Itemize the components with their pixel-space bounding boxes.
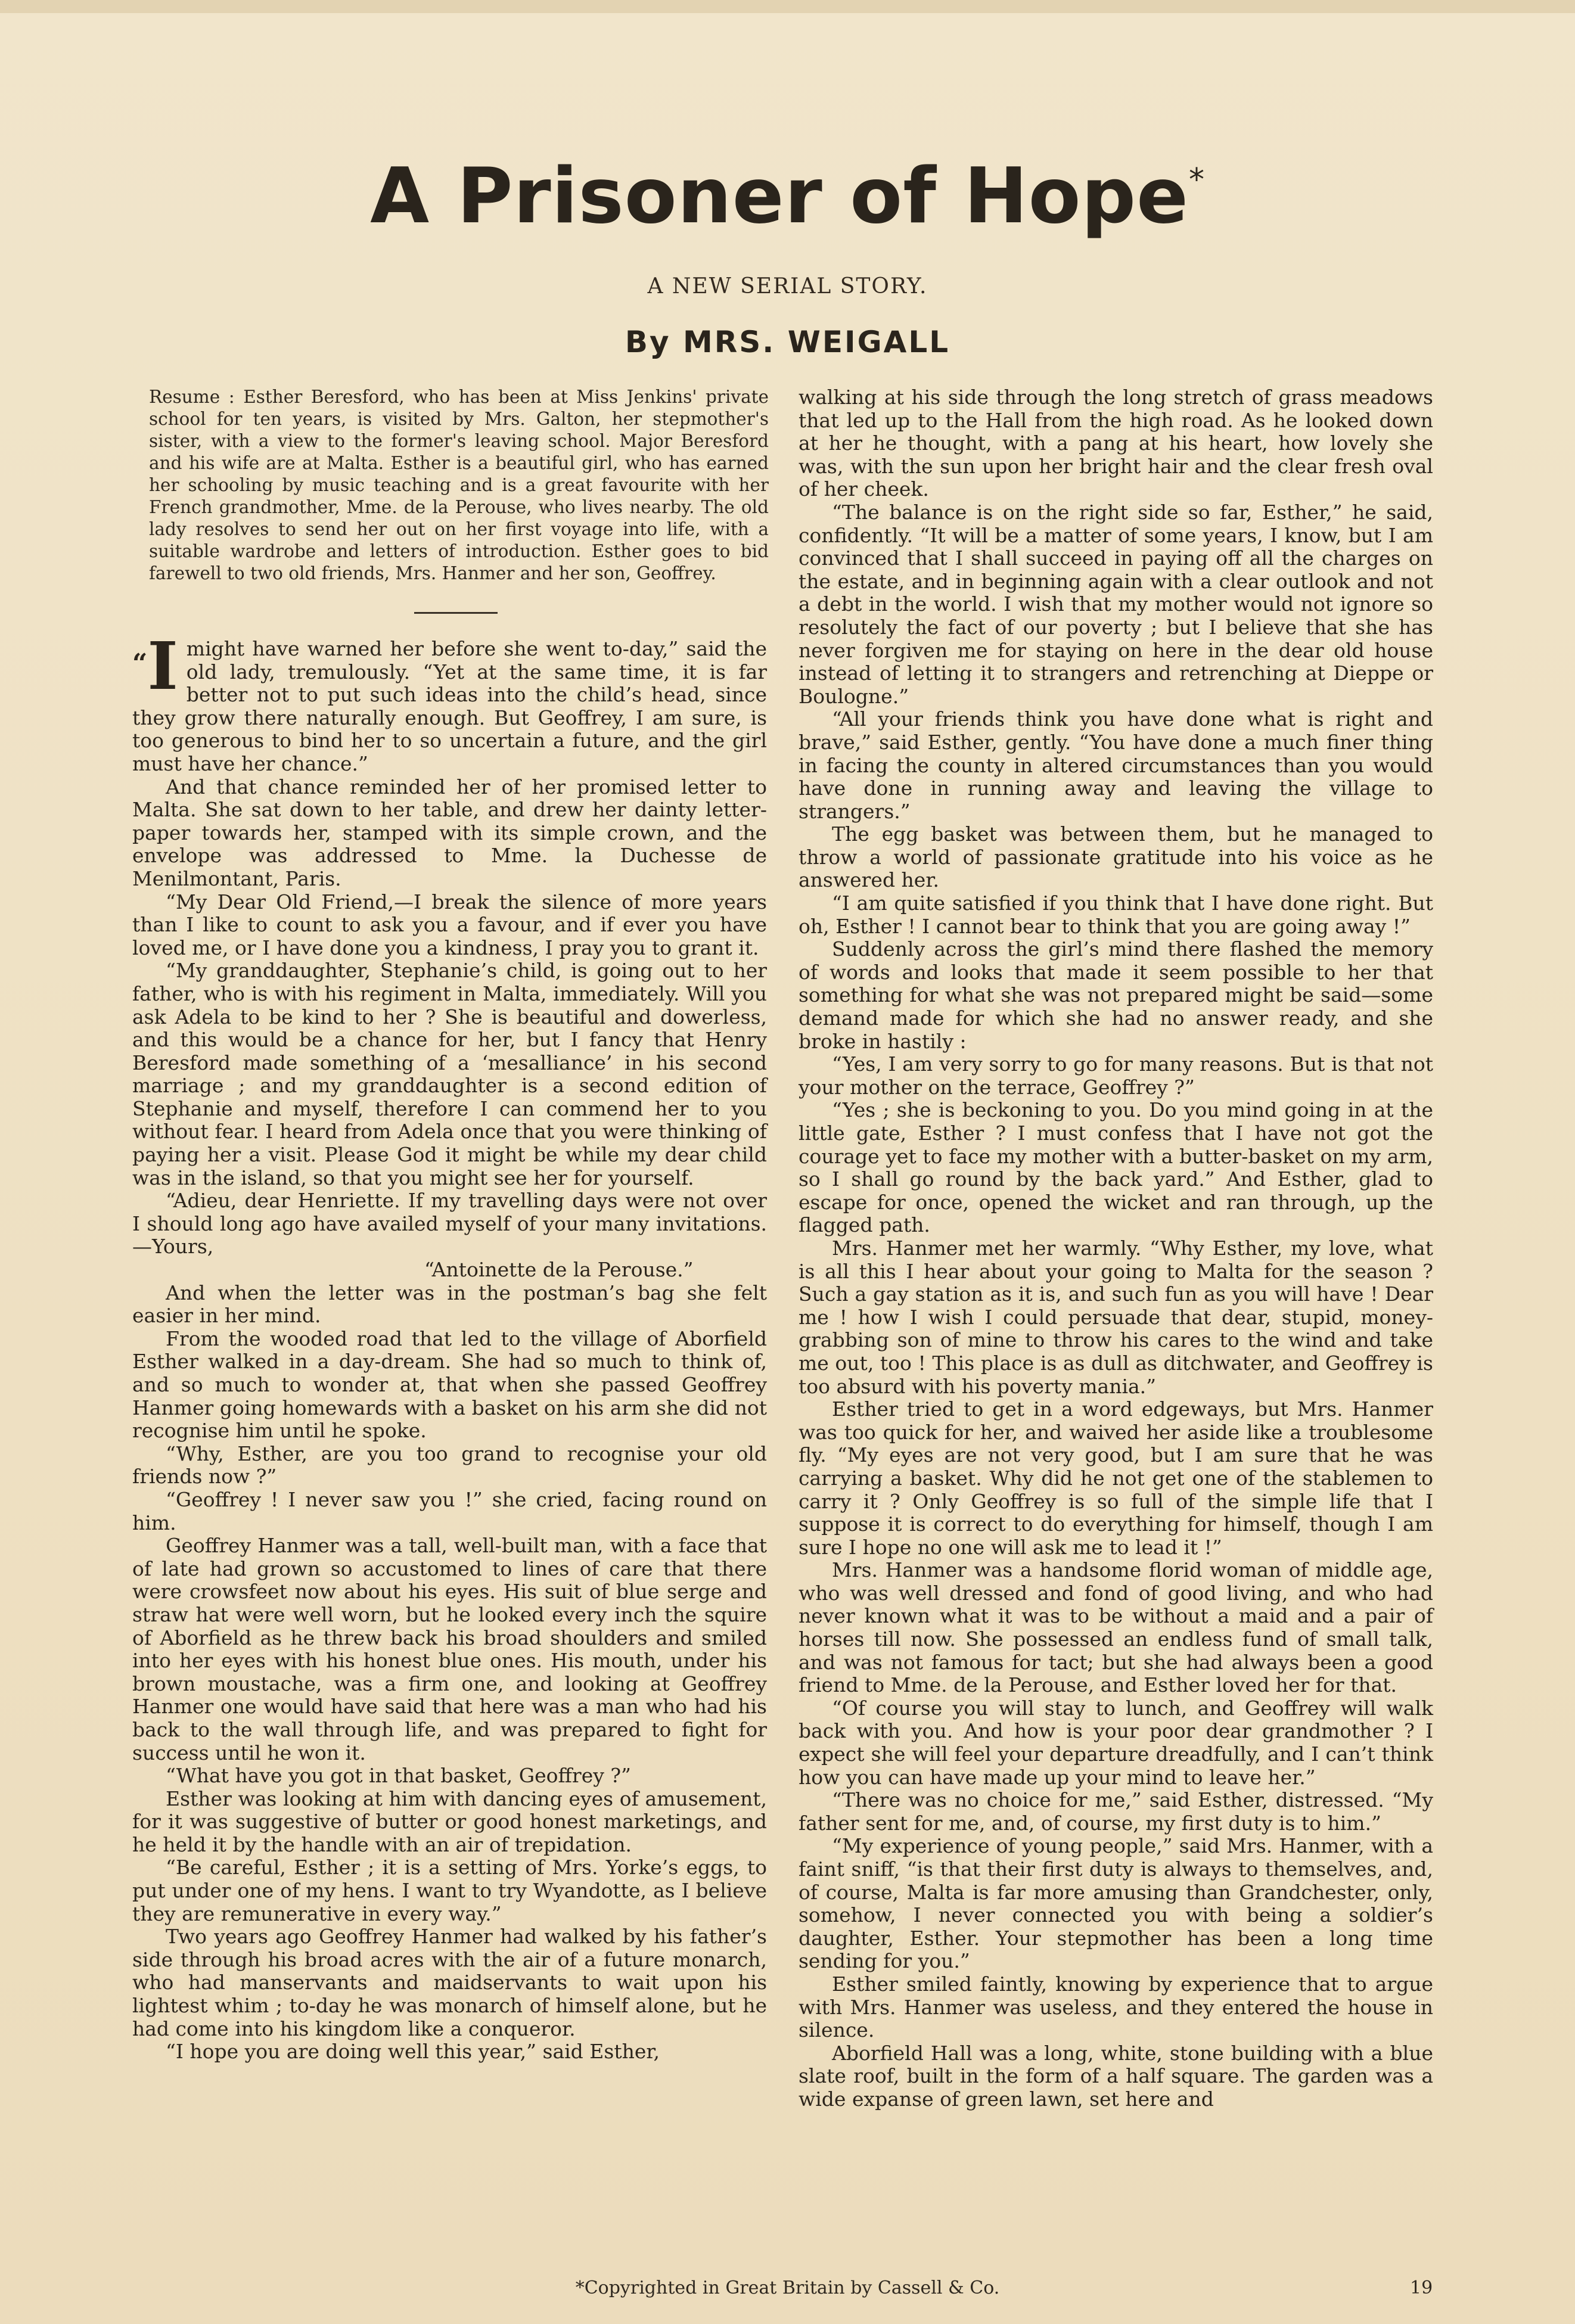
opening-paragraph: “I might have warned her before she went to-day,” said the old lady, tremulously. “Yet at the same time, it is far better not to put such ideas into the child’s head, since they grow there naturally enough. But Geoffrey, I am sure, is too generous to bind her to so uncertain a future, and the girl must have her chance.” (132, 627, 767, 775)
paragraph: Esther smiled faintly, knowing by experience that to argue with Mrs. Hanmer was useless, and they entered the house in silence. (799, 1972, 1433, 2042)
paragraph: Esther tried to get in a word edgeways, but Mrs. Hanmer was too quick for her, and waived her aside like a troublesome fly. “My eyes are not very good, but I am sure that he was carrying a basket. Why did he not get one of the stablemen to carry it ? Only Geoffrey is so full of the simple life that I suppose it is correct to do everything for himself, though I am sure I hope no one will ask me to lead it !” (799, 1397, 1433, 1559)
paragraph: “There was no choice for me,” said Esther, distressed. “My father sent for me, and, of course, my first duty is to him.” (799, 1788, 1433, 1835)
paragraph: “Of course you will stay to lunch, and Geoffrey will walk back with you. And how is your poor dear grandmother ? I expect she will feel your departure dreadfully, and I can’t think how you can have made up your mind to leave her.” (799, 1696, 1433, 1789)
story-title: A Prisoner of Hope* (370, 152, 1205, 241)
paragraph: Suddenly across the girl’s mind there flashed the memory of words and looks that made it seem possible to her that something for what she was not prepared might be said—some demand made for which she had no answer ready, and she broke in hastily : (799, 937, 1433, 1053)
paragraph: Geoffrey Hanmer was a tall, well-built man, with a face that of late had grown so accustomed to lines of care that there were crowsfeet now about his eyes. His suit of blue serge and straw hat were well worn, but he looked every inch the squire of Aborfield as he threw back his broad shoulders and smiled into her eyes with his honest blue ones. His mouth, under his brown moustache, was a firm one, and looking at Geoffrey Hanmer one would have said that here was a man who had his back to the wall through life, and was prepared to fight for success until he won it. (132, 1534, 767, 1764)
paragraph: “The balance is on the right side so far, Esther,” he said, confidently. “It will be a matter of some years, I know, but I am convinced that I shall succeed in paying off all the charges on the estate, and in beginning again with a clear outlook and not a debt in the world. I wish that my mother would not ignore so resolutely the fact of our poverty ; but I believe that she has never forgiven me for staying on here in the dear old house instead of letting it to strangers and retrenching at Dieppe or Boulogne.” (799, 500, 1433, 708)
paragraph: “All your friends think you have done what is right and brave,” said Esther, gently. “You have done a much finer thing in facing the county in altered circumstances than you would have done in running away and leaving the village to strangers.” (799, 707, 1433, 823)
paragraph: Mrs. Hanmer was a handsome florid woman of middle age, who was well dressed and fond of good living, and who had never known what it was to be without a maid and a pair of horses till now. She possessed an endless fund of small talk, and was not famous for tact; but she had always been a good friend to Mme. de la Perouse, and Esther loved her for that. (799, 1558, 1433, 1697)
section-divider (414, 612, 498, 614)
paragraph: “Why, Esther, are you too grand to recognise your old friends now ?” (132, 1441, 767, 1489)
title-footnote-mark: * (1188, 162, 1205, 198)
paragraph: “Yes, I am very sorry to go for many reasons. But is that not your mother on the terrace, Geoffrey ?” (799, 1052, 1433, 1099)
paragraph: “My experience of young people,” said Mrs. Hanmer, with a faint sniff, “is that their first duty is always to themselves, and, of course, Malta is far more amusing than Grandchester, only, somehow, I never connected you with being a soldier’s daughter, Esther. Your stepmother has been a long time sending for you.” (799, 1834, 1433, 1973)
story-subtitle: A NEW SERIAL STORY. (647, 274, 928, 299)
text-column-left (132, 627, 767, 2064)
letter-signature: “Antoinette de la Perouse.” (424, 1258, 694, 1282)
page-top-edge (0, 0, 1575, 13)
paragraph: And when the letter was in the postman’s bag she felt easier in her mind. (132, 1281, 767, 1328)
paragraph: Aborfield Hall was a long, white, stone building with a blue slate roof, built in the form of a half square. The garden was a wide expanse of green lawn, set here and (799, 2041, 1433, 2111)
copyright-footnote: *Copyrighted in Great Britain by Cassell & Co. (575, 2278, 1000, 2298)
paragraph: Esther was looking at him with dancing eyes of amusement, for it was suggestive of butter or good honest marketings, and he held it by the handle with an air of trepidation. (132, 1787, 767, 1856)
resume-paragraph: Resume : Esther Beresford, who has been at Miss Jenkins' private school for ten years, is visited by Mrs. Galton, her stepmother's sister, with a view to the former's leaving school. Major Beresford and his wife are at Malta. Esther is a beautiful girl, who has earned her schooling by music teaching and is a great favourite with her French grandmother, Mme. de la Perouse, who lives nearby. The old lady resolves to send her out on her first voyage into life, with a suitable wardrobe and letters of introduction. Esther goes to bid farewell to two old friends, Mrs. Hanmer and her son, Geoffrey. (149, 387, 769, 583)
paragraph: From the wooded road that led to the village of Aborfield Esther walked in a day-dream. She had so much to think of, and so much to wonder at, that when she passed Geoffrey Hanmer going homewards with a basket on his arm she did not recognise him until he spoke. (132, 1326, 767, 1443)
drop-cap: “I (132, 627, 178, 704)
author-byline: By MRS. WEIGALL (625, 325, 950, 359)
paragraph: “What have you got in that basket, Geoffrey ?” (166, 1764, 631, 1788)
paragraph: Mrs. Hanmer met her warmly. “Why Esther, my love, what is all this I hear about your going to Malta for the season ? Such a gay station as it is, and such fun as you will have ! Dear me ! how I wish I could persuade that dear, stupid, money-grabbing son of mine to throw his cares to the wind and take me out, too ! This place is as dull as ditchwater, and Geoffrey is too absurd with his poverty mania.” (799, 1236, 1433, 1398)
paragraph: “My Dear Old Friend,—I break the silence of more years than I like to count to ask you a favour, and if ever you have loved me, or I have done you a kindness, I pray you to grant it. (132, 890, 767, 959)
paragraph: “Be careful, Esther ; it is a setting of Mrs. Yorke’s eggs, to put under one of my hens. I want to try Wyandotte, as I believe they are remunerative in every way.” (132, 1856, 767, 1925)
paragraph: The egg basket was between them, but he managed to throw a world of passionate gratitude into his voice as he answered her. (799, 822, 1433, 892)
text-column-right (799, 386, 1433, 2111)
page-number: 19 (1410, 2278, 1433, 2298)
paragraph: “Geoffrey ! I never saw you !” she cried, facing round on him. (132, 1487, 767, 1534)
paragraph: And that chance reminded her of her promised letter to Malta. She sat down to her table, and drew her dainty letter-paper towards her, stamped with its simple crown, and the envelope was addressed to Mme. la Duchesse de Menilmontant, Paris. (132, 775, 767, 890)
paragraph: “Adieu, dear Henriette. If my travelling days were not over I should long ago have availed myself of your many invitations.—Yours, (132, 1189, 767, 1259)
paragraph: “Yes ; she is beckoning to you. Do you mind going in at the little gate, Esther ? I must confess that I have not got the courage yet to face my mother with a butter-basket on my arm, so I shall go round by the back yard.” And Esther, glad to escape for once, opened the wicket and ran through, up the flagged path. (799, 1098, 1433, 1237)
paragraph: “I hope you are doing well this year,” said Esther, (166, 2040, 660, 2064)
paragraph: “I am quite satisfied if you think that I have done right. But oh, Esther ! I cannot bear to think that you are going away !” (799, 891, 1433, 938)
continued-paragraph: walking at his side through the long stretch of grass meadows that led up to the Hall from the high road. As he looked down at her he thought, with a pang at his heart, how lovely she was, with the sun upon her bright hair and the clear fresh oval of her cheek. (799, 386, 1433, 501)
paragraph: Two years ago Geoffrey Hanmer had walked by his father’s side through his broad acres with the air of a future monarch, who had manservants and maidservants to wait upon his lightest whim ; to-day he was monarch of himself alone, but he had come into his kingdom like a conqueror. (132, 1925, 767, 2040)
paragraph: “My granddaughter, Stephanie’s child, is going out to her father, who is with his regiment in Malta, immediately. Will you ask Adela to be kind to her ? She is beautiful and dowerless, and this would be a chance for her, but I fancy that Henry Beresford made something of a ‘mesalliance’ in his second marriage ; and my granddaughter is a second edition of Stephanie and myself, therefore I can commend her to you without fear. I heard from Adela once that you were thinking of paying her a visit. Please God it might be while my dear child was in the island, so that you might see her for yourself. (132, 959, 767, 1189)
